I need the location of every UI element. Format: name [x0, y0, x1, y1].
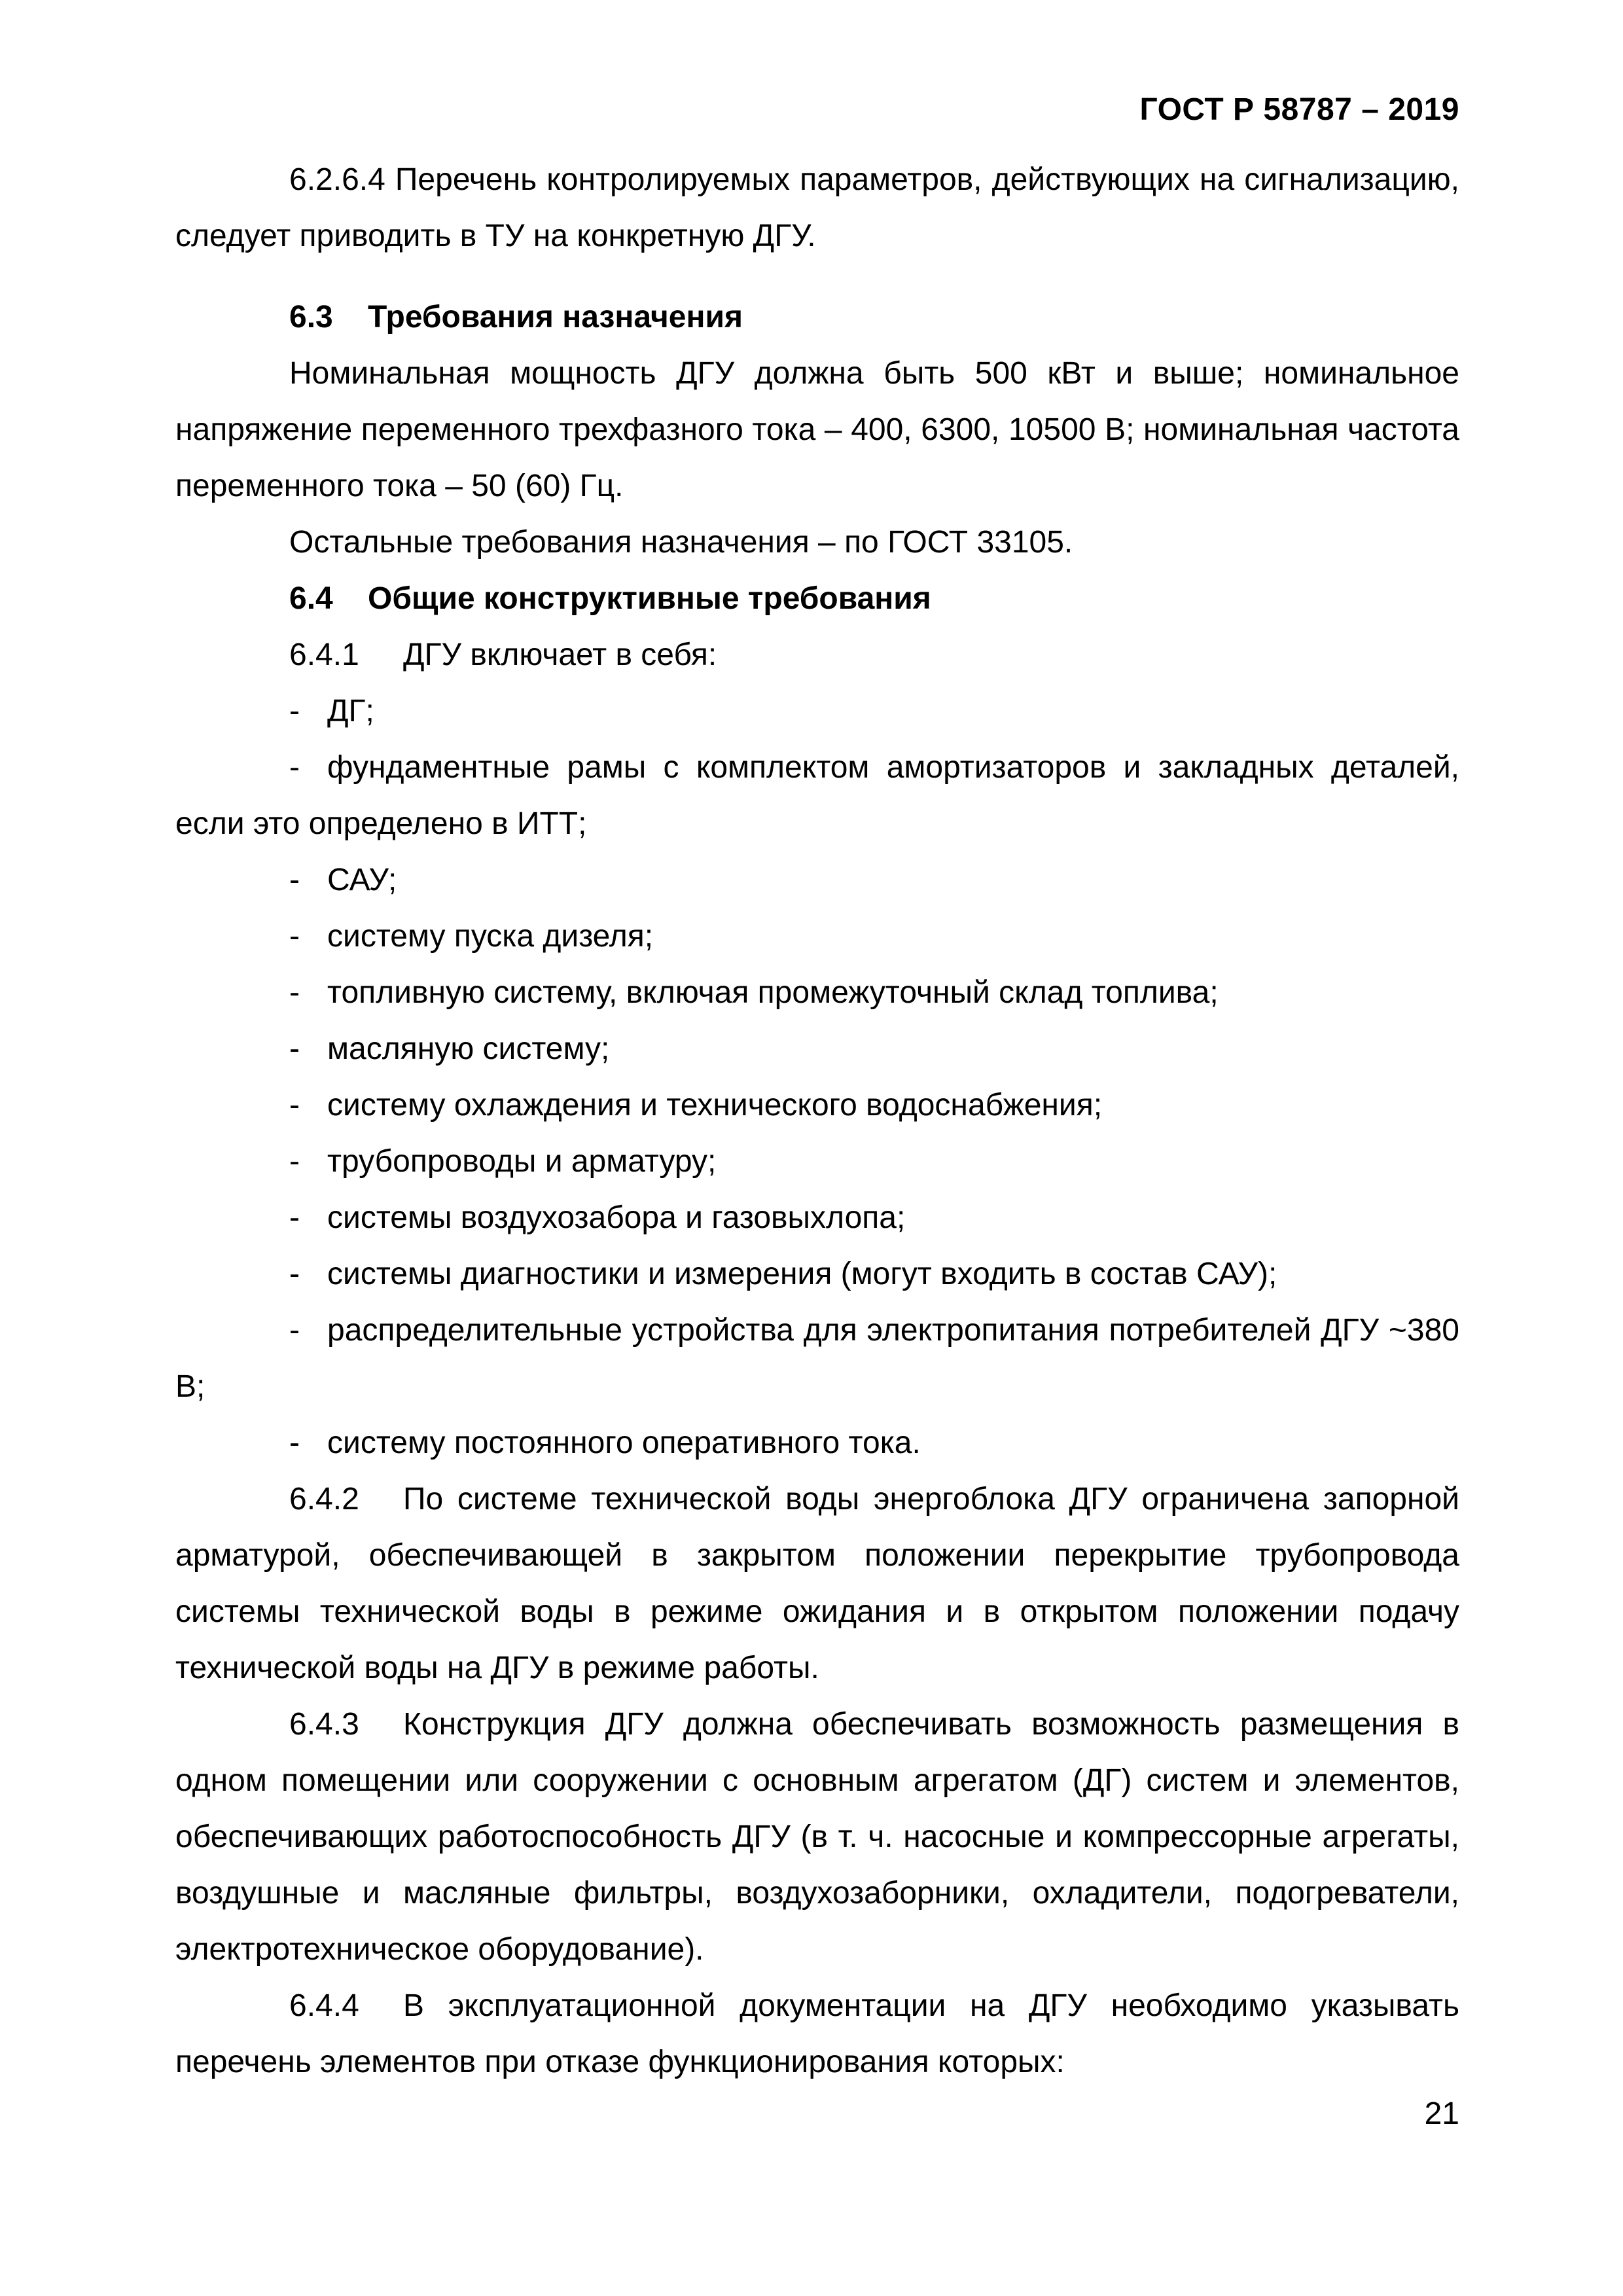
section-number: 6.3 — [289, 300, 333, 334]
section-number: 6.4 — [289, 581, 333, 616]
list-item — [175, 965, 1459, 1021]
section-title: Общие конструктивные требования — [368, 581, 931, 616]
list-item-text: фундаментные рамы с комплектом амортизаторов и закладных деталей, если это определено в ИТТ; — [175, 750, 1459, 841]
list-dash: - — [289, 863, 300, 897]
list-item — [175, 1246, 1459, 1302]
paragraph-6-4-4 — [175, 1978, 1459, 2090]
section-heading-6-4 — [175, 571, 1459, 627]
section-title: Требования назначения — [368, 300, 743, 334]
paragraph-other-requirements: Остальные требования назначения – по ГОСТ 33105. — [289, 525, 1073, 560]
list-item — [175, 740, 1459, 852]
list-dash: - — [289, 1426, 300, 1460]
list-item-text: масляную систему; — [327, 1031, 610, 1066]
list-dash: - — [289, 1088, 300, 1122]
paragraph-6-4-1 — [175, 627, 1459, 683]
clause-text: Конструкция ДГУ должна обеспечивать возможность размещения в одном помещении или сооружении с основным агрегатом (ДГ) систем и элементов, обеспечивающих работоспособность ДГУ (в т. ч. насосные и компрессорные агрегаты, воздушные и масляные фильтры, воздухозаборники, охладители, подогреватели, электротехническое оборудование). — [175, 1707, 1459, 1967]
list-dash: - — [289, 1200, 300, 1235]
clause-text: Перечень контролируемых параметров, действующих на сигнализацию, следует приводить в ТУ на конкретную ДГУ. — [175, 162, 1459, 253]
list-item — [175, 1134, 1459, 1190]
clause-text: В эксплуатационной документации на ДГУ необходимо указывать перечень элементов при отказе функционирования которых: — [175, 1988, 1459, 2079]
document-header: ГОСТ Р 58787 – 2019 — [1139, 92, 1459, 127]
list-item-text: систему пуска дизеля; — [327, 919, 654, 954]
list-dash: - — [289, 1031, 300, 1066]
clause-text: По системе технической воды энергоблока ДГУ ограничена запорной арматурой, обеспечивающей в закрытом положении перекрытие трубопровода системы технической воды в режиме ожидания и в открытом положении подачу технической воды на ДГУ в режиме работы. — [175, 1482, 1459, 1685]
clause-number: 6.4.2 — [289, 1482, 359, 1516]
list-item — [175, 1021, 1459, 1077]
list-item — [175, 683, 1459, 740]
list-item — [175, 1302, 1459, 1415]
list-item-text: систему охлаждения и технического водоснабжения; — [327, 1088, 1103, 1122]
clause-number: 6.4.3 — [289, 1707, 359, 1742]
list-dash: - — [289, 1313, 300, 1348]
paragraph-6-4-2 — [175, 1471, 1459, 1696]
list-item — [175, 908, 1459, 965]
clause-number: 6.4.1 — [289, 637, 359, 672]
list-dash: - — [289, 750, 300, 785]
clause-text: ДГУ включает в себя: — [403, 637, 717, 672]
list-item-text: системы диагностики и измерения (могут входить в состав САУ); — [327, 1257, 1277, 1291]
list-dash: - — [289, 1144, 300, 1179]
paragraph-power-requirements: Номинальная мощность ДГУ должна быть 500 кВт и выше; номинальное напряжение переменного трехфазного тока – 400, 6300, 10500 В; номинальная частота переменного тока – 50 (60) Гц. — [175, 356, 1459, 503]
list-item — [175, 1190, 1459, 1246]
list-item — [175, 1415, 1459, 1471]
clause-number: 6.4.4 — [289, 1988, 359, 2023]
section-heading-6-3 — [175, 289, 1459, 346]
list-dash: - — [289, 919, 300, 954]
list-item-text: САУ; — [327, 863, 397, 897]
list-dash: - — [289, 975, 300, 1010]
list-dash: - — [289, 1257, 300, 1291]
paragraph-6-4-3 — [175, 1696, 1459, 1978]
page-number: 21 — [1424, 2096, 1459, 2131]
document-body — [175, 152, 1459, 2090]
list-dash: - — [289, 694, 300, 728]
list-item-text: топливную систему, включая промежуточный склад топлива; — [327, 975, 1219, 1010]
list-item — [175, 852, 1459, 908]
paragraph-6-2-6-4 — [175, 152, 1459, 264]
list-item-text: ДГ; — [327, 694, 374, 728]
list-item-text: систему постоянного оперативного тока. — [327, 1426, 921, 1460]
clause-number: 6.2.6.4 — [289, 162, 385, 197]
list-item-text: распределительные устройства для электропитания потребителей ДГУ ~380 В; — [175, 1313, 1459, 1404]
list-item-text: трубопроводы и арматуру; — [327, 1144, 717, 1179]
list-item-text: системы воздухозабора и газовыхлопа; — [327, 1200, 906, 1235]
list-item — [175, 1077, 1459, 1134]
